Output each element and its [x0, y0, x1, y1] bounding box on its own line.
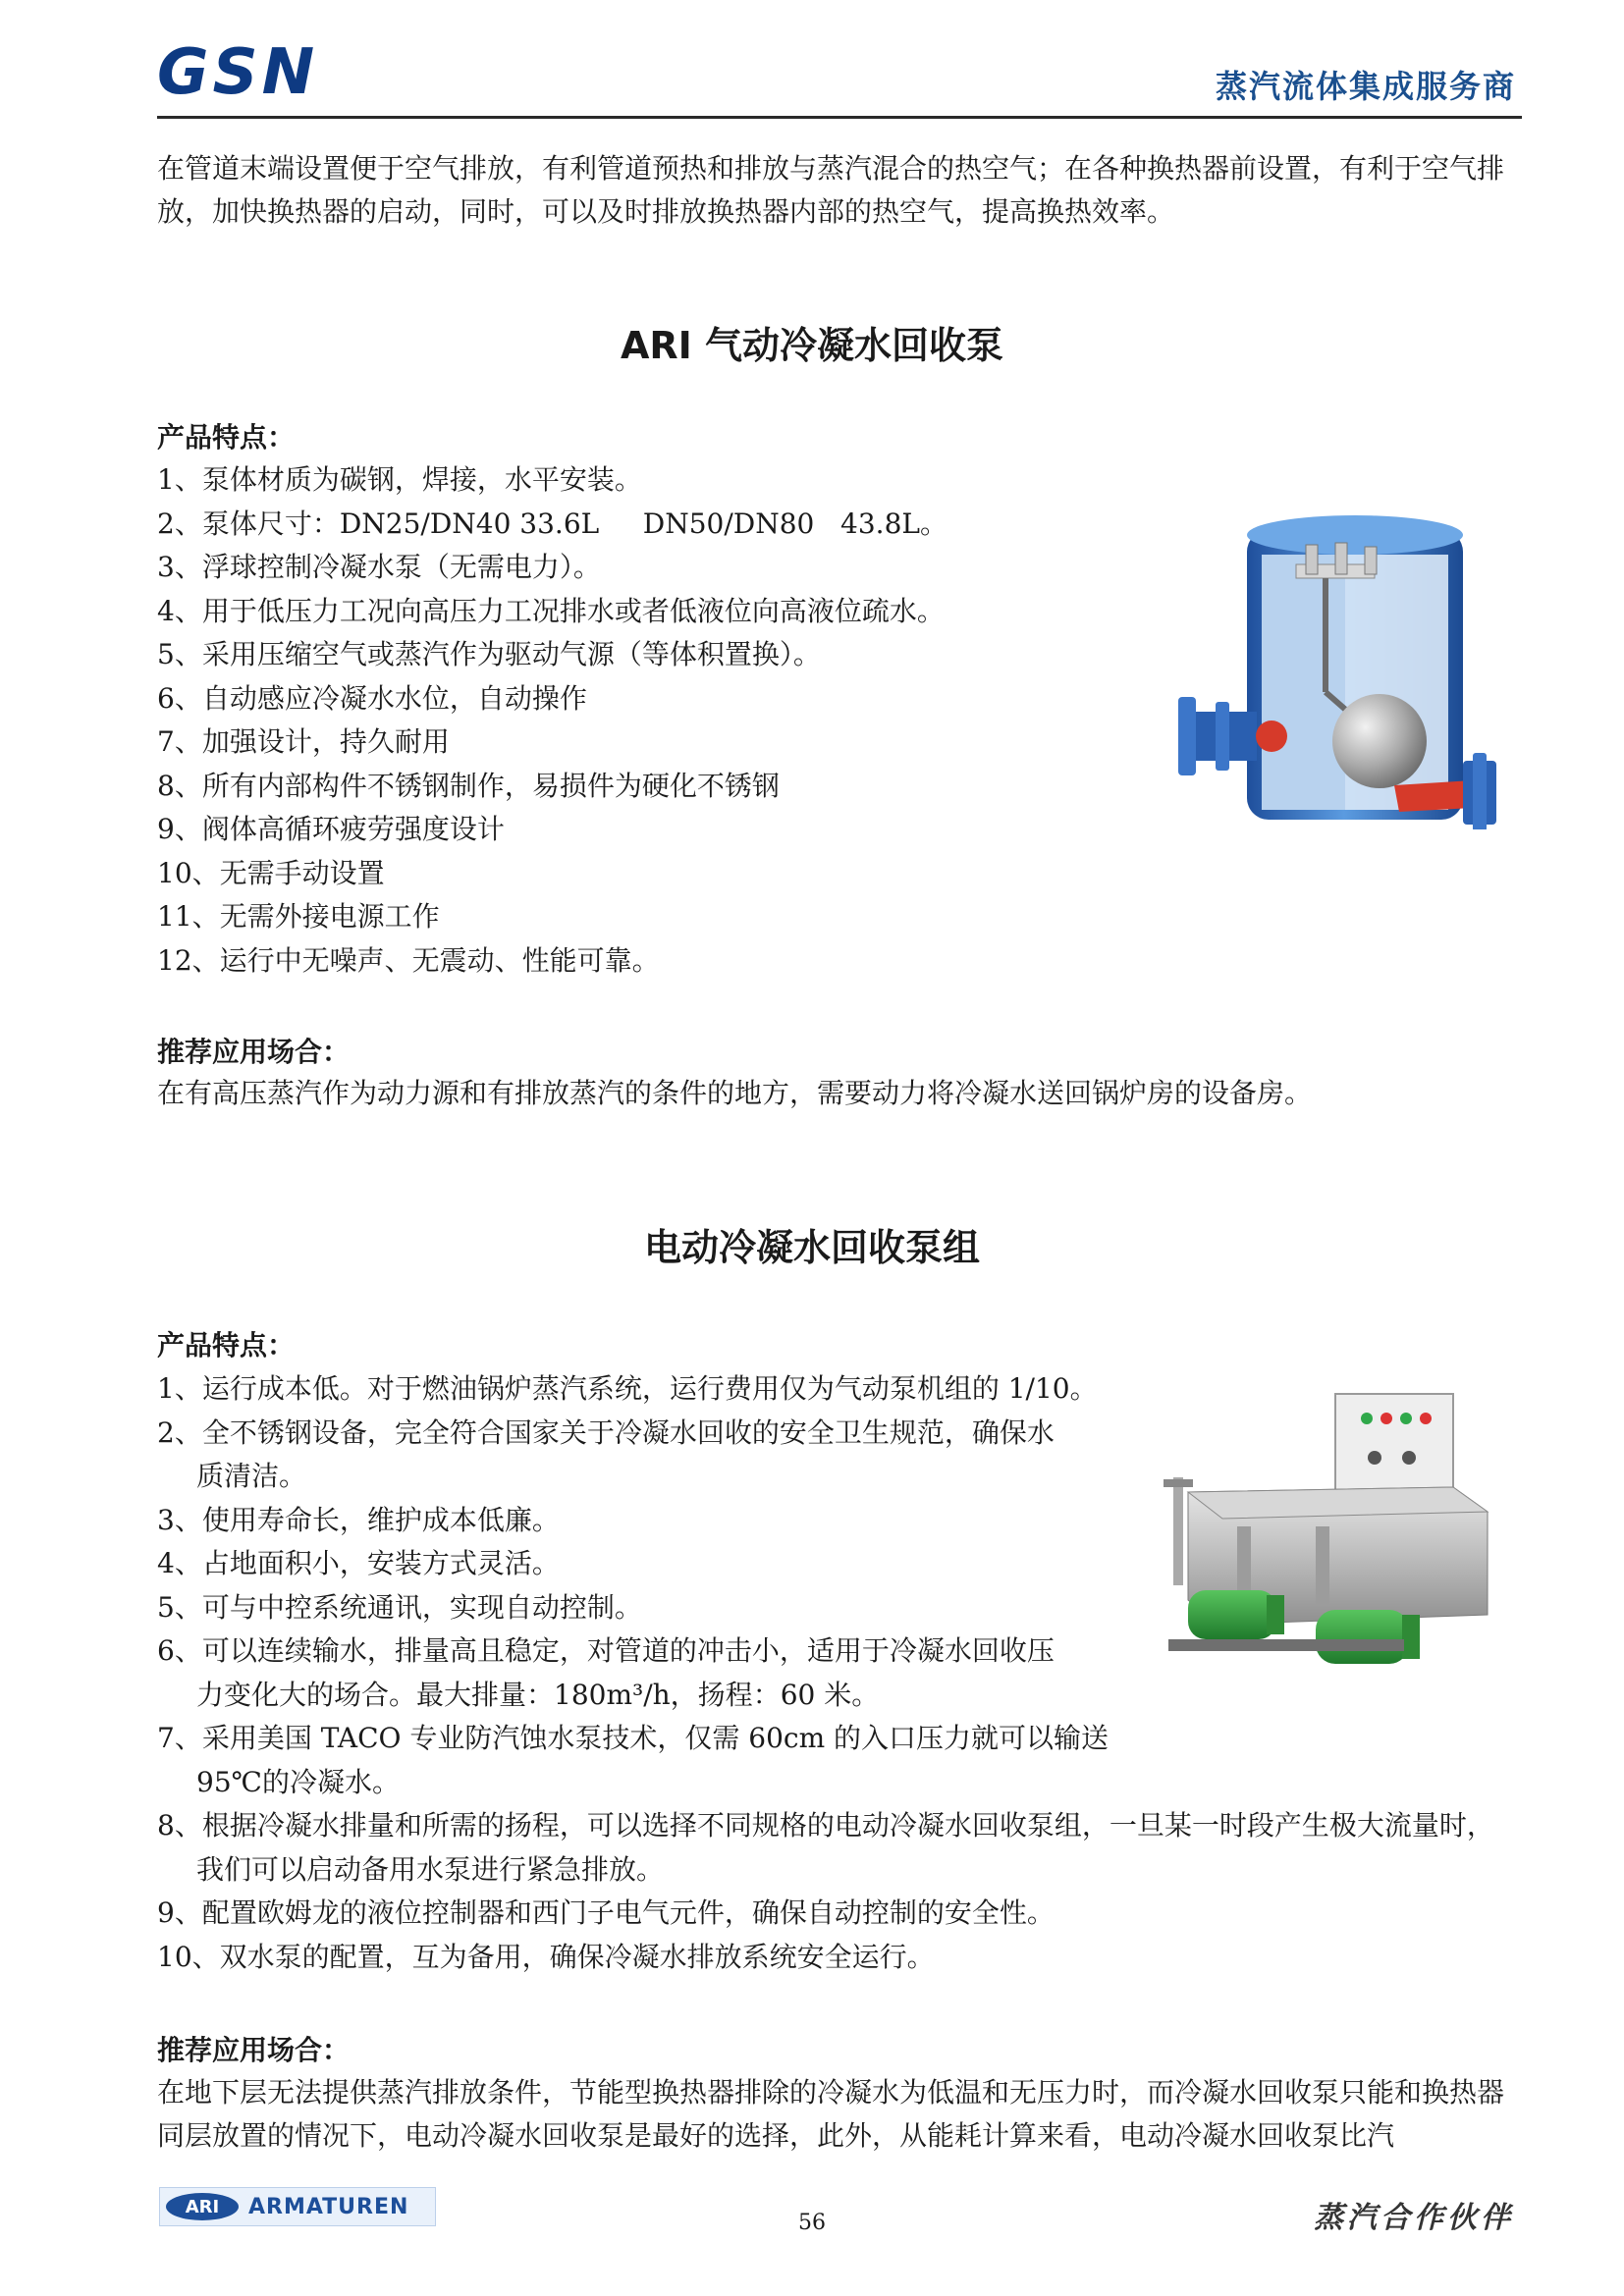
section1-application-heading: 推荐应用场合：	[157, 1036, 351, 1068]
page-number: 56	[798, 2211, 826, 2235]
list-item-line: 1、运行成本低。对于燃油锅炉蒸汽系统，运行费用仅为气动泵机组的 1/10。	[157, 1372, 1098, 1405]
list-item: 6、自动感应冷凝水水位，自动操作	[157, 681, 587, 715]
header-divider	[157, 116, 1522, 119]
list-item	[157, 1936, 1532, 1980]
section2-application-heading: 推荐应用场合：	[157, 2034, 351, 2066]
list-item: 11、无需外接电源工作	[157, 900, 440, 933]
header-tagline: 蒸汽流体集成服务商	[1215, 68, 1516, 105]
list-item: 1、泵体材质为碳钢，焊接，水平安装。	[157, 463, 642, 496]
list-item-line: 7、采用美国 TACO 专业防汽蚀水泵技术，仅需 60cm 的入口压力就可以输送	[157, 1722, 1110, 1754]
list-item-continuation: 质清洁。	[196, 1460, 307, 1492]
section2-features-heading: 产品特点：	[157, 1329, 296, 1362]
footer-slogan: 蒸汽合作伙伴	[1314, 2201, 1514, 2235]
section1-title: ARI 气动冷凝水回收泵	[620, 324, 1004, 367]
pneumatic-pump-image	[1178, 496, 1502, 829]
section1-features-heading: 产品特点：	[157, 421, 296, 454]
list-item: 8、所有内部构件不锈钢制作，易损件为硬化不锈钢	[157, 769, 780, 802]
list-item-line: 5、可与中控系统通讯，实现自动控制。	[157, 1590, 642, 1624]
intro-paragraph: 在管道末端设置便于空气排放，有利管道预热和排放与蒸汽混合的热空气；在各种换热器前设置，有利于空气排放，加快换热器的启动，同时，可以及时排放换热器内部的热空气，提高换热效率。	[157, 152, 1505, 228]
electric-pump-unit-image	[1139, 1389, 1502, 1674]
list-item-line: 4、占地面积小，安装方式灵活。	[157, 1547, 560, 1579]
list-item: 3、浮球控制冷凝水泵（无需电力）。	[157, 551, 601, 583]
list-item	[157, 1717, 1532, 1804]
list-item-line: 10、双水泵的配置，互为备用，确保冷凝水排放系统安全运行。	[157, 1940, 935, 1973]
list-item	[157, 1804, 1532, 1892]
section1-application-text: 在有高压蒸汽作为动力源和有排放蒸汽的条件的地方，需要动力将冷凝水送回锅炉房的设备房。	[157, 1077, 1313, 1109]
list-item	[157, 1892, 1532, 1936]
section1-feature-list	[157, 458, 947, 983]
list-item-line: 8、根据冷凝水排量和所需的扬程，可以选择不同规格的电动冷凝水回收泵组，一旦某一时段产生极大流量时，	[157, 1809, 1494, 1842]
ari-logo-mark: ARI	[166, 2193, 239, 2220]
gsn-logo: GSN	[157, 36, 319, 109]
list-item-line: 3、使用寿命长，维护成本低廉。	[157, 1503, 560, 1536]
list-item: 5、采用压缩空气或蒸汽作为驱动气源（等体积置换）。	[157, 638, 821, 670]
list-item-line: 6、可以连续输水，排量高且稳定，对管道的冲击小，适用于冷凝水回收压	[157, 1634, 1055, 1667]
list-item-continuation: 力变化大的场合。最大排量：180m³/h，扬程：60 米。	[196, 1678, 880, 1711]
list-item: 7、加强设计，持久耐用	[157, 725, 450, 758]
list-item-continuation: 95℃的冷凝水。	[196, 1765, 400, 1798]
list-item: 4、用于低压力工况向高压力工况排水或者低液位向高液位疏水。	[157, 594, 945, 627]
ari-logo-brand: ARMATUREN	[248, 2194, 409, 2219]
list-item-line: 9、配置欧姆龙的液位控制器和西门子电气元件，确保自动控制的安全性。	[157, 1896, 1055, 1929]
list-item-continuation: 我们可以启动备用水泵进行紧急排放。	[196, 1852, 665, 1886]
list-item-line: 2、全不锈钢设备，完全符合国家关于冷凝水回收的安全卫生规范，确保水	[157, 1415, 1055, 1449]
list-item: 10、无需手动设置	[157, 856, 385, 889]
list-item: 12、运行中无噪声、无震动、性能可靠。	[157, 943, 660, 977]
section2-application-text: 在地下层无法提供蒸汽排放条件，节能型换热器排除的冷凝水为低温和无压力时，而冷凝水回收泵只能和换热器同层放置的情况下，电动冷凝水回收泵是最好的选择，此外，从能耗计算来看，电动冷凝水回收泵比汽	[157, 2076, 1505, 2152]
list-item: 2、泵体尺寸：DN25/DN40 33.6L DN50/DN80 43.8L。	[157, 507, 947, 540]
section2-title: 电动冷凝水回收泵组	[643, 1226, 980, 1269]
list-item: 9、阀体高循环疲劳强度设计	[157, 813, 505, 845]
